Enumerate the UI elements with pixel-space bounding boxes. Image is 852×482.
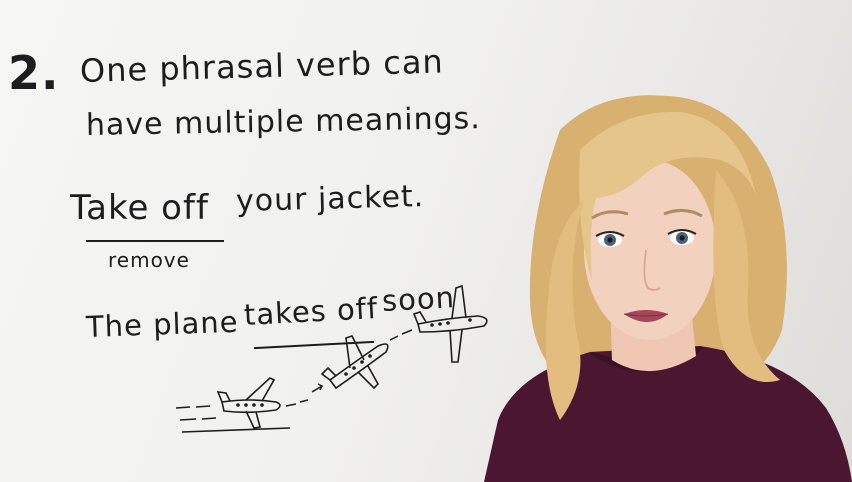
motion-arrows: [286, 330, 412, 406]
example-2-phrasal-verb: takes off: [243, 290, 379, 332]
example-2-start: The plane: [85, 304, 240, 344]
example-1-gloss: remove: [108, 248, 190, 272]
airplane-flying-icon: [414, 286, 487, 362]
example-1-rest: your jacket.: [235, 179, 425, 219]
presenter-figure: [484, 95, 852, 482]
heading-line-1: One phrasal verb can: [79, 42, 445, 90]
airplane-climbing-icon: [322, 336, 388, 388]
airplane-taxiing-icon: [218, 378, 280, 428]
point-number: 2.: [8, 46, 60, 100]
heading-line-2: have multiple meanings.: [85, 101, 482, 143]
example-2-end: soon: [381, 280, 456, 318]
example-1-phrasal-verb: Take off: [70, 188, 209, 228]
